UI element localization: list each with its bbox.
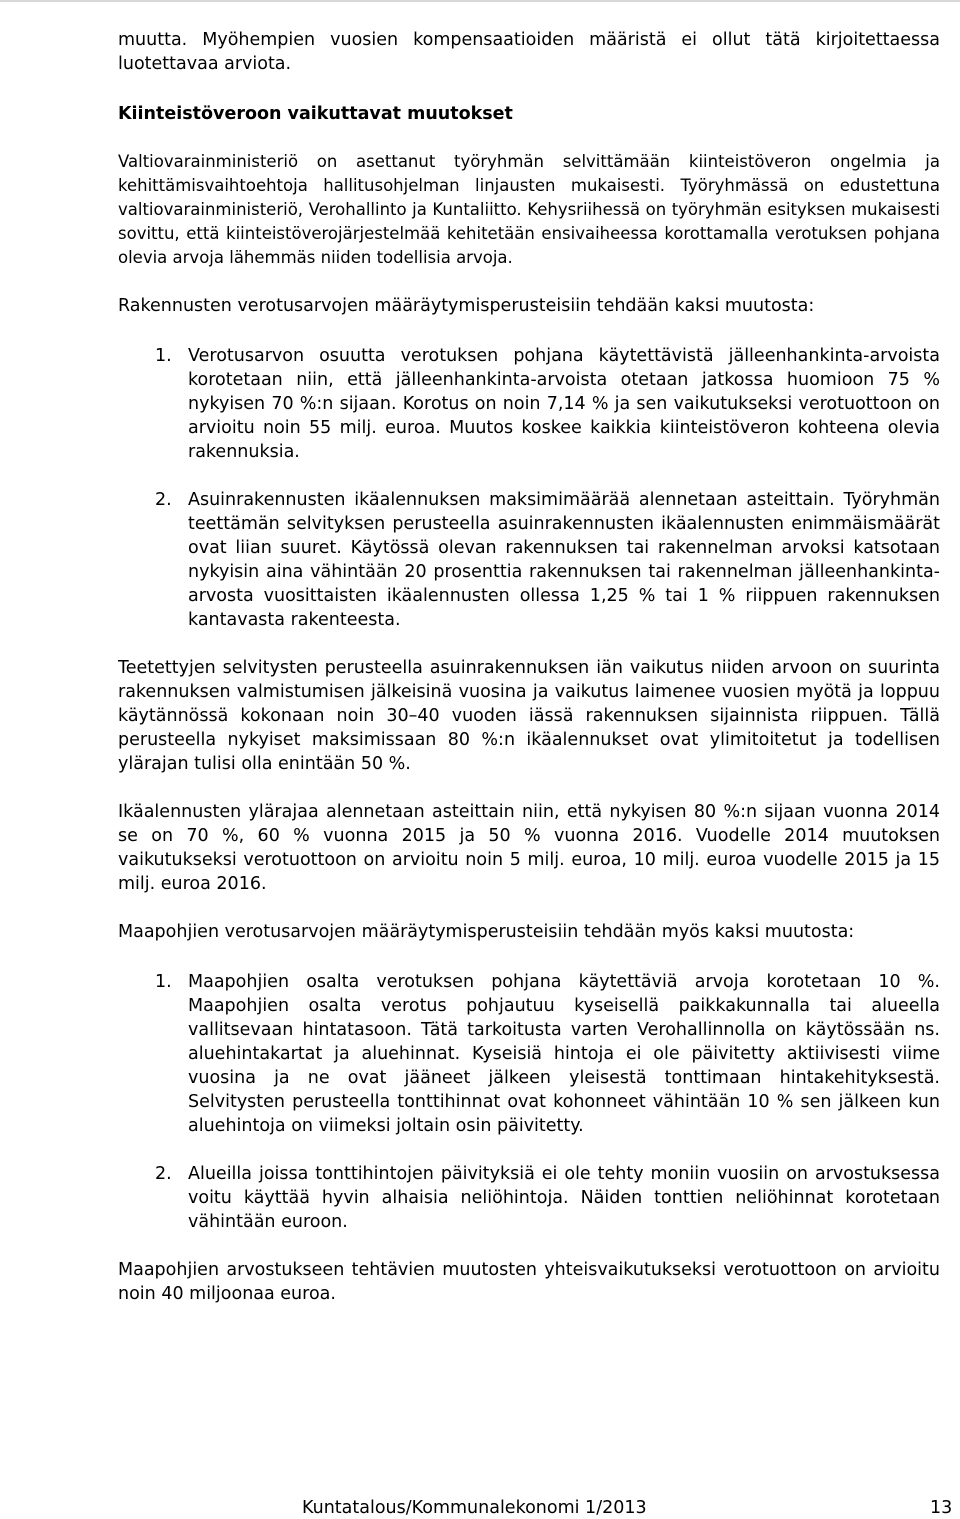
list-number: 2. (155, 490, 172, 510)
paragraph-age-discount: Ikäalennusten ylärajaa alennetaan asteittain niin, että nykyisen 80 %:n sijaan vuonna 2014 se on 70 %, 60 % vuonna 2015 ja 50 % vuonna 2016. Vuodelle 2014 muutoksen vaikutukseksi verotuottoon on arvioitu noin 5 milj. euroa, 10 milj. euroa vuodelle 2015 ja 15 milj. euroa 2016. (118, 802, 940, 894)
paragraph-working-group: Valtiovarainministeriö on asettanut työryhmän selvittämään kiinteistöveron ongelmia ja kehittämisvaihtoehtoja hallitusohjelman linjausten mukaisesti. Työryhmässä on edustettuna valtiovarainministeriö, Verohallinto ja Kuntaliitto. Kehysriihessä on työryhmän esityksen mukaisesti sovittu, että kiinteistöverojärjestelmää kehitetään ensivaiheessa korottamalla verotuksen pohjana olevia arvoja lähemmäs niiden todellisia arvoja. (118, 152, 940, 267)
paragraph-continuation: muutta. Myöhempien vuosien kompensaatioiden määristä ei ollut tätä kirjoitettaessa luotettavaa arviota. (118, 30, 940, 74)
list-number: 2. (155, 1164, 172, 1184)
list-item (118, 488, 940, 632)
footer-publication: Kuntatalous/Kommunalekonomi 1/2013 (302, 1498, 647, 1518)
land-changes-list (118, 970, 940, 1234)
list-number: 1. (155, 972, 172, 992)
list-item-text: Asuinrakennusten ikäalennuksen maksimimäärää alennetaan asteittain. Työryhmän teettämän selvityksen perusteella asuinrakennusten ikäalennusten enimmäismäärät ovat liian suuret. Käytössä olevan rakennuksen tai rakennelman arvoksi katsotaan nykyisin aina vähintään 20 prosenttia rakennuksen tai rakennelman jälleenhankinta-arvosta vuosittaisten ikäalennusten ollessa 1,25 % tai 1 % riippuen rakennuksen kantavasta rakenteesta. (188, 490, 940, 630)
building-changes-list (118, 344, 940, 632)
paragraph-age-effect: Teetettyjen selvitysten perusteella asuinrakennuksen iän vaikutus niiden arvoon on suurinta rakennuksen valmistumisen jälkeisinä vuosina ja vaikutus laimenee vuosien myötä ja loppuu käytännössä kokonaan noin 30–40 vuoden iässä rakennuksen sijainnista riippuen. Tällä perusteella nykyiset maksimissaan 80 %:n ikäalennukset ovat ylimitoitetut ja todellisen ylärajan tulisi olla enintään 50 %. (118, 658, 940, 774)
list-item (118, 970, 940, 1138)
list-number: 1. (155, 346, 172, 366)
list-item-text: Alueilla joissa tonttihintojen päivityksiä ei ole tehty moniin vuosiin on arvostuksessa voitu käyttää hyvin alhaisia neliöhintoja. Näiden tonttien neliöhinnat korotetaan vähintään euroon. (188, 1164, 940, 1232)
paragraph-building-changes-intro: Rakennusten verotusarvojen määräytymisperusteisiin tehdään kaksi muutosta: (118, 296, 815, 316)
list-item (118, 344, 940, 464)
paragraph-land-changes-intro: Maapohjien verotusarvojen määräytymisperusteisiin tehdään myös kaksi muutosta: (118, 922, 855, 942)
list-item (118, 1162, 940, 1234)
paragraph-land-total-effect: Maapohjien arvostukseen tehtävien muutosten yhteisvaikutukseksi verotuottoon on arvioitu noin 40 miljoonaa euroa. (118, 1260, 940, 1304)
list-item-text: Verotusarvon osuutta verotuksen pohjana käytettävistä jälleenhankinta-arvoista korotetaan niin, että jälleenhankinta-arvoista otetaan jatkossa huomioon 75 % nykyisen 70 %:n sijaan. Korotus on noin 7,14 % ja sen vaikutukseksi verotuottoon on arvioitu noin 55 milj. euroa. Muutos koskee kaikkia kiinteistöveron kohteena olevia rakennuksia. (188, 346, 940, 462)
list-item-text: Maapohjien osalta verotuksen pohjana käytettäviä arvoja korotetaan 10 %. Maapohjien osalta verotus pohjautuu kyseisellä paikkakunnalla tai alueella vallitsevaan hintatasoon. Tätä tarkoitusta varten Verohallinnolla on käytössään ns. aluehintakartat ja aluehinnat. Kyseisiä hintoja ei ole päivitetty aktiivisesti viime vuosina ja ne ovat jääneet jälkeen yleisestä tonttimaan hintakehityksestä. Selvitysten perusteella tonttihinnat ovat kohonneet vähintään 10 % sen jälkeen kun aluehintoja on viimeksi joltain osin päivitetty. (188, 972, 940, 1136)
top-border (0, 0, 960, 2)
page-number: 13 (930, 1498, 953, 1518)
section-heading: Kiinteistöveroon vaikuttavat muutokset (118, 104, 513, 124)
document-body (118, 28, 940, 1306)
